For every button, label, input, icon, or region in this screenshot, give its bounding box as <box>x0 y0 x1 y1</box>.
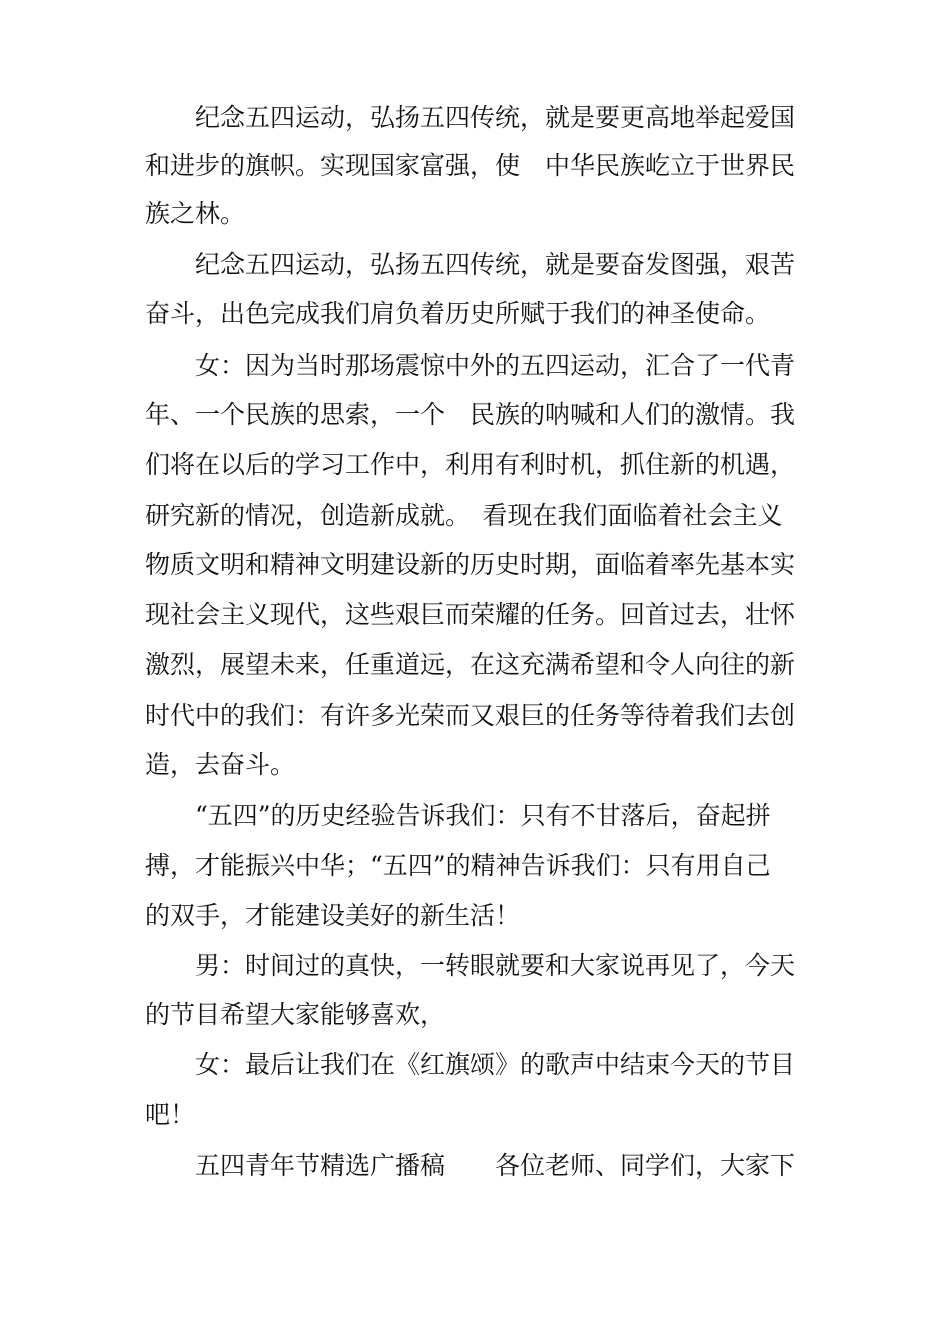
text-line: 时代中的我们：有许多光荣而又艰巨的任务等待着我们去创 <box>145 701 796 730</box>
text-line: 吧！ <box>145 1100 196 1129</box>
text-line: 们将在以后的学习工作中，利用有利时机，抓住新的机遇， <box>145 450 796 479</box>
text-line: 女：因为当时那场震惊中外的五四运动，汇合了一代青 <box>195 351 796 380</box>
text-line: 年、一个民族的思索，一个 民族的呐喊和人们的激情。我 <box>145 400 796 429</box>
text-line: 奋斗，出色完成我们肩负着历史所赋于我们的神圣使命。 <box>145 299 771 328</box>
text-line: 造，去奋斗。 <box>145 750 296 779</box>
text-line: 和进步的旗帜。实现国家富强，使 中华民族屹立于世界民 <box>145 151 796 180</box>
text-line: 的节目希望大家能够喜欢， <box>145 1000 446 1029</box>
text-line: 女：最后让我们在《红旗颂》的歌声中结束今天的节目 <box>195 1050 796 1079</box>
text-line: 搏，才能振兴中华；“五四”的精神告诉我们：只有用自己 <box>145 851 771 880</box>
text-line: 激烈，展望未来，任重道远，在这充满希望和令人向往的新 <box>145 650 796 679</box>
text-line: 现社会主义现代，这些艰巨而荣耀的任务。回首过去，壮怀 <box>145 600 796 629</box>
text-line: 纪念五四运动，弘扬五四传统，就是要奋发图强，艰苦 <box>195 250 796 279</box>
text-line: “五四”的历史经验告诉我们：只有不甘落后，奋起拼 <box>195 801 771 830</box>
text-line: 族之林。 <box>145 199 246 228</box>
text-line: 五四青年节精选广播稿 各位老师、同学们，大家下 <box>195 1151 796 1180</box>
text-line: 研究新的情况，创造新成就。 看现在我们面临着社会主义 <box>145 501 783 530</box>
text-line: 物质文明和精神文明建设新的历史时期，面临着率先基本实 <box>145 550 796 579</box>
text-line: 的双手，才能建设美好的新生活！ <box>145 901 521 930</box>
text-line: 纪念五四运动，弘扬五四传统，就是要更高地举起爱国 <box>195 103 796 132</box>
text-line: 男：时间过的真快，一转眼就要和大家说再见了，今天 <box>195 951 796 980</box>
